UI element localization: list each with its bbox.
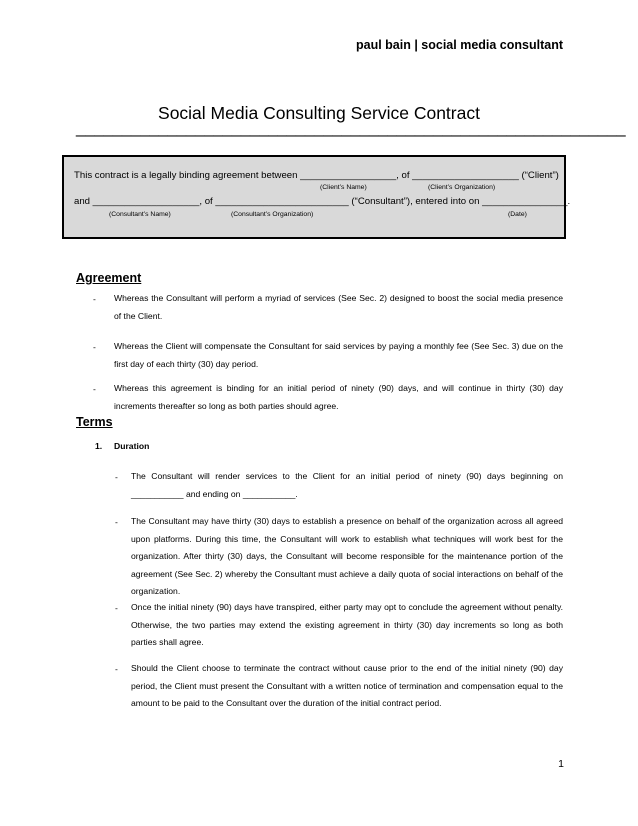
label-consultant-name: (Consultant’s Name) <box>109 211 171 218</box>
section-number: 1. <box>95 441 103 451</box>
label-consultant-organization: (Consultant’s Organization) <box>231 211 314 218</box>
duration-item-4: Should the Client choose to terminate the contract without cause prior to the end of the initial ninety (90) day period, the Client must present the Consultant with a written notice of termination and compensation equal to the amount to be paid to the Consultant over the duration of the initial contract period. <box>131 663 563 709</box>
terms-heading: Terms <box>76 415 113 429</box>
agreement-item-1: Whereas the Consultant will perform a myriad of services (See Sec. 2) designed to boost the social media presence of the Client. <box>114 293 563 321</box>
section-title-duration: Duration <box>114 441 150 451</box>
agreement-item-2: Whereas the Client will compensate the Consultant for said services by paying a monthly fee (See Sec. 3) due on the first day of each thirty (30) day period. <box>114 341 563 369</box>
agreement-heading: Agreement <box>76 271 142 285</box>
terms-bullet: - <box>115 472 118 482</box>
agreement-item-3: Whereas this agreement is binding for an initial period of ninety (90) days, and will continue in thirty (30) day increments thereafter so long as both parties should agree. <box>114 383 563 411</box>
agreement-bullet: - <box>93 294 96 304</box>
agreement-bullet: - <box>93 384 96 394</box>
label-date: (Date) <box>508 211 527 218</box>
duration-item-1: The Consultant will render services to the Client for an initial period of ninety (90) days beginning on ___________ and ending on ___________. <box>131 471 563 499</box>
page-number: 1 <box>558 758 564 770</box>
title-underline: ____________________________________________________________ <box>76 118 626 137</box>
terms-bullet: - <box>115 517 118 527</box>
contract-parties-box <box>62 155 571 239</box>
terms-bullet: - <box>115 603 118 613</box>
contract-line-1: This contract is a legally binding agreement between __________________, of ____________________ (“Client”) <box>74 170 559 181</box>
agreement-bullet: - <box>93 342 96 352</box>
label-client-organization: (Client’s Organization) <box>428 184 496 191</box>
duration-item-2: The Consultant may have thirty (30) days to establish a presence on behalf of the organization across all agreed upon platforms. During this time, the Consultant will work to establish what techniques will work best for the organization. After thirty (30) days, the Consultant will become responsible for the maintenance portion of the agreement (See Sec. 2) whereby the Consultant must achieve a daily quota of social interactions on behalf of the organization. <box>131 516 563 597</box>
contract-line-2: and ____________________, of _________________________ (“Consultant”), entered into on ________________. <box>74 196 571 207</box>
label-client-name: (Client’s Name) <box>320 184 367 191</box>
page-header: paul bain | social media consultant <box>355 38 563 52</box>
document-title: Social Media Consulting Service Contract <box>158 103 480 123</box>
terms-bullet: - <box>115 664 118 674</box>
duration-item-3: Once the initial ninety (90) days have transpired, either party may opt to conclude the agreement without penalty. Otherwise, the two parties may extend the existing agreement in thirty (30) day increments so long as both parties shall agree. <box>131 602 563 648</box>
